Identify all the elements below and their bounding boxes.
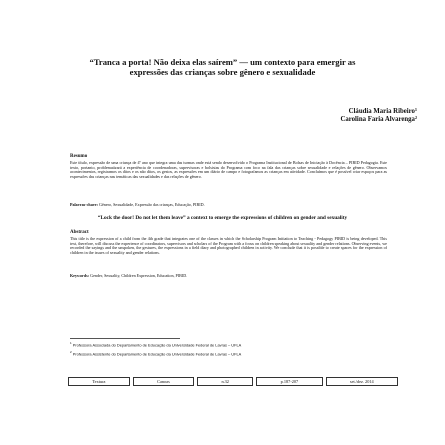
abstract-keywords (70, 274, 387, 279)
footer-journal: Textura (68, 377, 130, 386)
article-title: “Tranca a porta! Não deixa elas saírem” — um contexto para emergir as expressões das crianças sobre gênero e sexualidade (89, 57, 356, 77)
keywords-label: Palavras-chave: (70, 203, 98, 207)
citation-footer (68, 377, 398, 386)
english-title: “Lock the door! Do not let them leave” a context to emerge the expressions of children on gender and sexuality (97, 215, 348, 221)
author-name: Cláudia Maria Ribeiro¹ (348, 108, 417, 115)
keywords-value: Gênero, Sexualidade, Expressão das crianças, Educação, PIBID. (99, 203, 205, 207)
resumo-heading: Resumo (70, 154, 88, 159)
author-list (217, 108, 417, 123)
footnote-number: 2 (70, 350, 72, 354)
footnote-text: Professora Assistente do Departamento de Educação da Universidade Federal de Lavras – UFLA (72, 351, 242, 357)
abstract-heading: Abstract (70, 230, 89, 235)
author-name: Carolina Faria Alvarenga² (340, 115, 417, 123)
abstract-text: This title is the expression of a child from the 4th grade that integrates one of the classes in which the Scholarship Program Initiation to Teaching - Pedagogy PIBID is being developed. This text, therefore, will discuss the experience of coordinators, supervisors and scholars of the Program with a focus on children speaking about sexuality and gender relations. Observing events, we recorded the sayings and the unspoken, the gestures, the expressions in a field diary and photographed children in activity. We conclude that it is possible to create spaces for the expression of children in the issues of sexuality and gender relations. (70, 237, 387, 255)
footnote-text: Professora Associada do Departamento de Educação da Universidade Federal de Lavras – UFLA (72, 342, 242, 348)
footnote-2 (70, 350, 400, 357)
resumo-text: Este título, expressão de uma criança de 4º ano que integra uma das turmas onde está sendo desenvolvido o Programa Institucional de Bolsas de Iniciação à Docência – PIBID Pedagogia. Este texto, portanto, problematizará a experiência de coordenadoras, supervisoras e bolsistas do Programa com foco na fala das crianças sobre sexualidade e relações de gênero. Observamos acontecimentos, registramos os ditos e os não ditos, os gestos, as expressões em um diário de campo e fotografamos as crianças em atividade. Concluímos que é possível criar espaços para as expressões das crianças nas temáticas das sexualidades e das relações de gênero. (70, 161, 387, 179)
keywords-label: Keywords: (70, 274, 90, 278)
footer-pages: p.187-207 (256, 377, 322, 386)
footer-date: set./dez. 2014 (326, 377, 398, 386)
footnote-divider (70, 338, 180, 339)
keywords-value: Gender, Sexuality, Children Expression, Education, PIBID. (90, 274, 188, 278)
resumo-keywords (70, 203, 387, 208)
footnote-1 (70, 341, 400, 348)
footer-city: Canoas (133, 377, 194, 386)
footnote-number: 1 (70, 341, 72, 345)
footer-issue: n.32 (197, 377, 253, 386)
